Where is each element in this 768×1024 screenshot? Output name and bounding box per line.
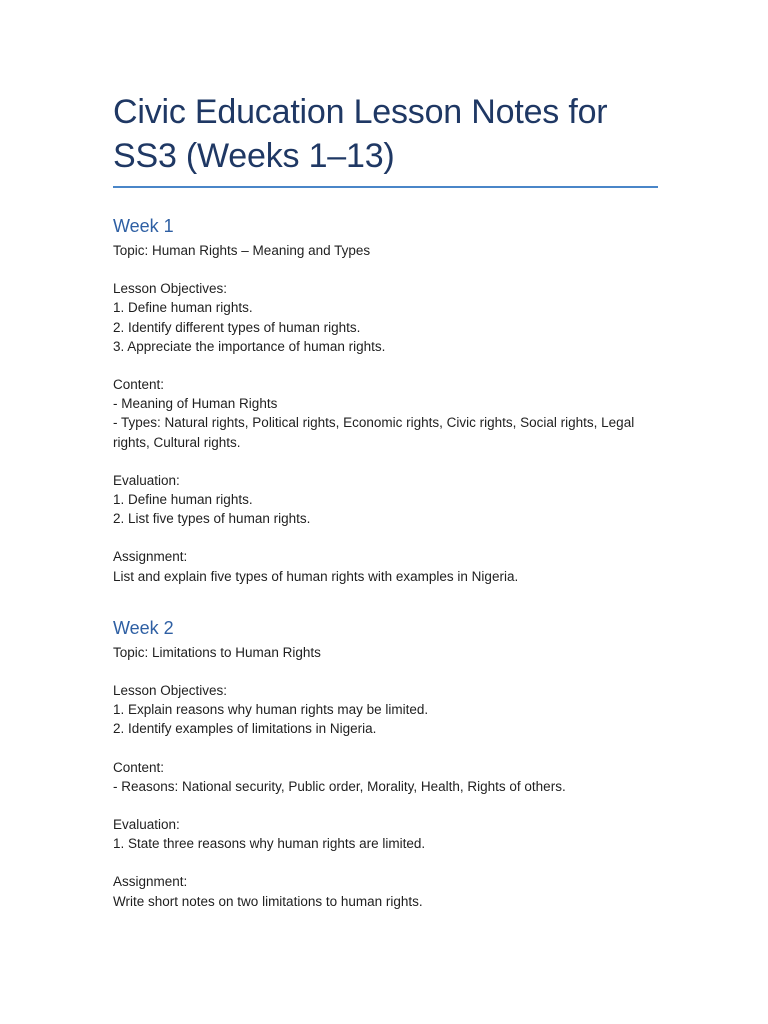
week-heading: Week 1 bbox=[113, 216, 174, 236]
content-block bbox=[113, 375, 658, 452]
assignment-label: Assignment: bbox=[113, 874, 188, 890]
objective-item: 3. Appreciate the importance of human rights. bbox=[113, 338, 386, 354]
content-item: - Reasons: National security, Public order, Morality, Health, Rights of others. bbox=[113, 778, 566, 794]
document-page bbox=[113, 90, 658, 911]
content-block bbox=[113, 758, 658, 796]
document-title: Civic Education Lesson Notes for SS3 (Weeks 1–13) bbox=[113, 90, 658, 188]
evaluation-label: Evaluation: bbox=[113, 472, 180, 488]
objective-item: 2. Identify different types of human rights. bbox=[113, 319, 361, 335]
topic-line: Topic: Limitations to Human Rights bbox=[113, 644, 321, 660]
content-label: Content: bbox=[113, 759, 165, 775]
evaluation-block bbox=[113, 815, 658, 853]
week-heading: Week 2 bbox=[113, 617, 174, 638]
objectives-label: Lesson Objectives: bbox=[113, 281, 228, 297]
objectives-block bbox=[113, 681, 658, 739]
week-section bbox=[113, 616, 658, 911]
content-item: - Meaning of Human Rights bbox=[113, 396, 278, 412]
objectives-label: Lesson Objectives: bbox=[113, 683, 228, 699]
objectives-block bbox=[113, 279, 658, 356]
assignment-block bbox=[113, 547, 658, 585]
assignment-label: Assignment: bbox=[113, 549, 188, 565]
assignment-text: Write short notes on two limitations to human rights. bbox=[113, 893, 423, 909]
content-label: Content: bbox=[113, 377, 165, 393]
objective-item: 1. Define human rights. bbox=[113, 300, 253, 316]
evaluation-item: 2. List five types of human rights. bbox=[113, 511, 311, 527]
evaluation-label: Evaluation: bbox=[113, 817, 180, 833]
week-section bbox=[113, 214, 658, 586]
assignment-block bbox=[113, 872, 658, 910]
objective-item: 2. Identify examples of limitations in Nigeria. bbox=[113, 721, 377, 737]
content-item: - Types: Natural rights, Political rights, Economic rights, Civic rights, Social rights, Legal rights, Cultural rights. bbox=[113, 415, 635, 450]
evaluation-item: 1. State three reasons why human rights are limited. bbox=[113, 836, 426, 852]
evaluation-item: 1. Define human rights. bbox=[113, 492, 253, 508]
objective-item: 1. Explain reasons why human rights may be limited. bbox=[113, 702, 429, 718]
topic-line: Topic: Human Rights – Meaning and Types bbox=[113, 243, 371, 258]
assignment-text: List and explain five types of human rights with examples in Nigeria. bbox=[113, 568, 519, 584]
evaluation-block bbox=[113, 471, 658, 529]
